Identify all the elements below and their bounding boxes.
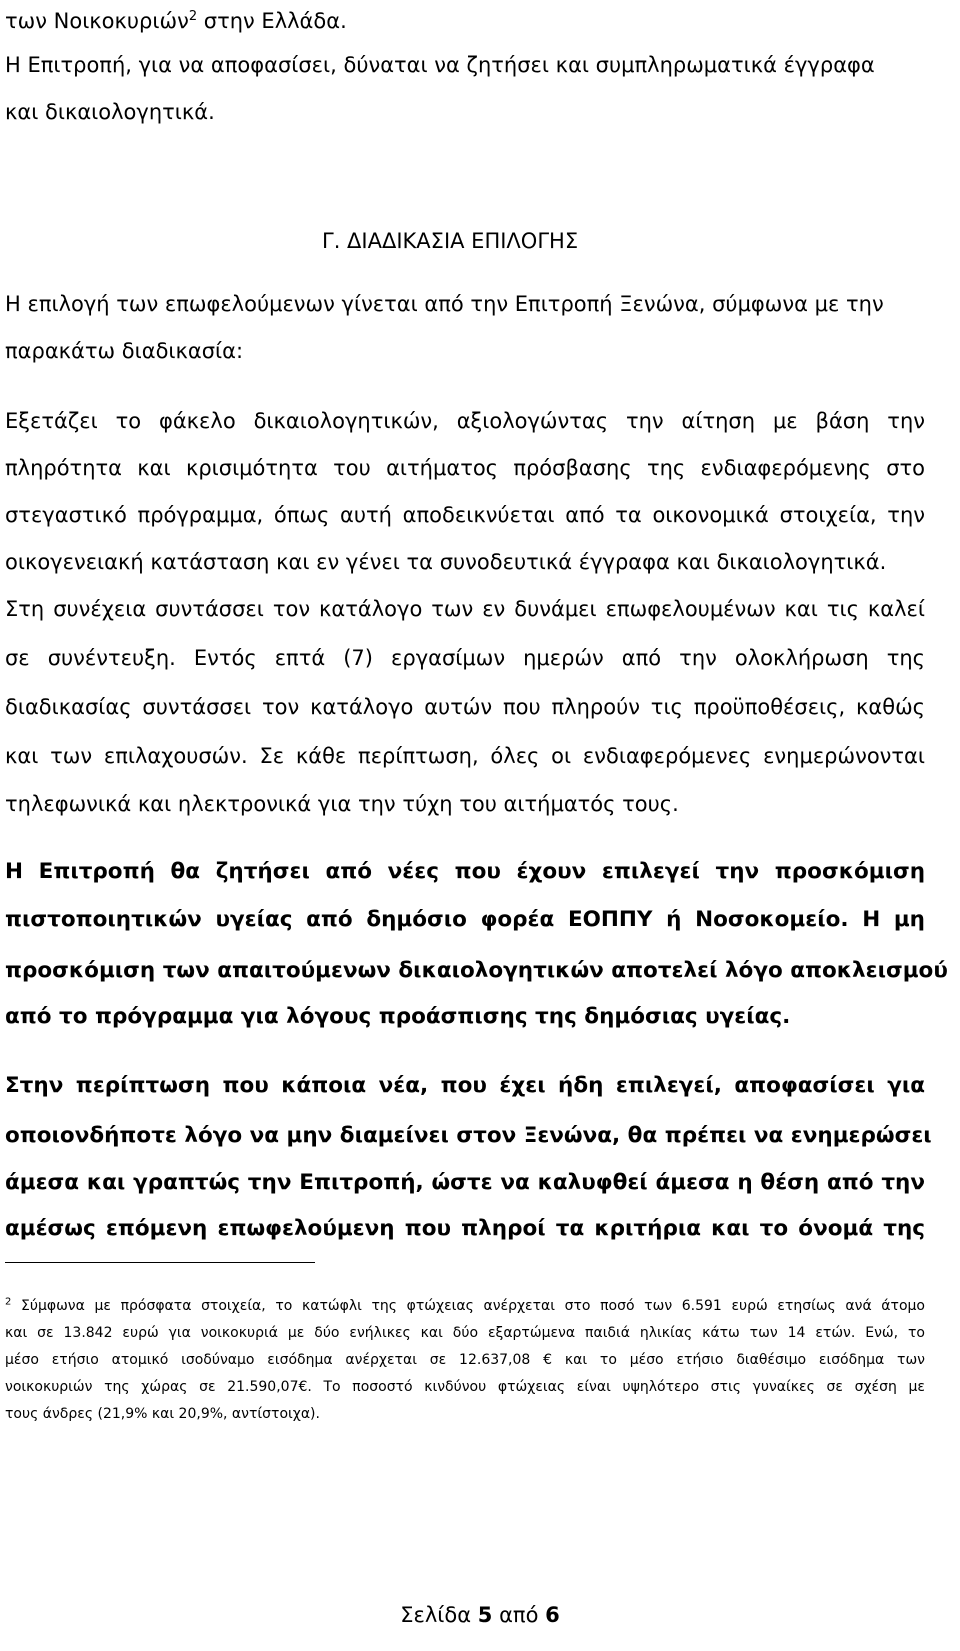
section-heading: Γ. ΔΙΑΔΙΚΑΣΙΑ ΕΠΙΛΟΓΗΣ [322,229,579,253]
footnote-line: και σε 13.842 ευρώ για νοικοκυριά με δύο ενήλικες και δύο εξαρτώμενα παιδιά ηλικίας κάτω των 14 ετών. Ενώ, το [5,1325,925,1341]
text-line: παρακάτω διαδικασία: [5,339,244,363]
text-line: διαδικασίας συντάσσει τον κατάλογο αυτών που πληρούν τις προϋποθέσεις, καθώς [5,695,925,719]
text-line: στεγαστικό πρόγραμμα, όπως αυτή αποδεικνύεται από τα οικονομικά στοιχεία, την [5,503,925,527]
total-pages-number: 6 [545,1603,560,1627]
footnote-separator [5,1262,315,1263]
footnote-line: νοικοκυριών της χώρας σε 21.590,07€. Το ποσοστό κινδύνου φτώχειας είναι υψηλότερο στις γυναίκες σε σχέση με [5,1379,925,1395]
text-line: τηλεφωνικά και ηλεκτρονικά για την τύχη του αιτήματός τους. [5,792,679,816]
text-line: Στη συνέχεια συντάσσει τον κατάλογο των εν δυνάμει επωφελουμένων και τις καλεί [5,597,925,621]
footnote-reference[interactable]: 2 [188,9,198,24]
text-line: Η επιλογή των επωφελούμενων γίνεται από την Επιτροπή Ξενώνα, σύμφωνα με την [5,292,884,316]
text-fragment: των Νοικοκυριών [5,9,189,33]
bold-text-line: Στην περίπτωση που κάποια νέα, που έχει ήδη επιλεγεί, αποφασίσει για [5,1073,925,1098]
text-line: και των επιλαχουσών. Σε κάθε περίπτωση, όλες οι ενδιαφερόμενες ενημερώνονται [5,744,925,768]
footnote-line: τους άνδρες (21,9% και 20,9%, αντίστοιχα). [5,1406,320,1422]
bold-text-line: από το πρόγραμμα για λόγους προάσπισης της δημόσιας υγείας. [5,1004,791,1029]
footnote-line: μέσο ετήσιο ατομικό ισοδύναμο εισόδημα ανέρχεται σε 12.637,08 € και το μέσο ετήσιο διαθέσιμο εισόδημα των [5,1352,925,1368]
text-line: Εξετάζει το φάκελο δικαιολογητικών, αξιολογώντας την αίτηση με βάση την [5,409,925,433]
text-line [5,6,347,36]
text-line: πληρότητα και κρισιμότητα του αιτήματος πρόσβασης της ενδιαφερόμενης στο [5,456,925,480]
footnote-number: 2 [5,1296,12,1308]
footnote-line [5,1296,925,1316]
bold-text-line: άμεσα και γραπτώς την Επιτροπή, ώστε να καλυφθεί άμεσα η θέση από την [5,1170,925,1195]
text-line: οικογενειακή κατάσταση και εν γένει τα συνοδευτικά έγγραφα και δικαιολογητικά. [5,550,887,574]
page-footer [0,1600,960,1630]
bold-text-line: πιστοποιητικών υγείας από δημόσιο φορέα ΕΟΠΠΥ ή Νοσοκομείο. Η μη [5,907,925,932]
footnote-text: Σύμφωνα με πρόσφατα στοιχεία, το κατώφλι της φτώχειας ανέρχεται στο ποσό των 6.591 ευρώ ετησίως ανά άτομο [11,1298,925,1314]
text-line: σε συνέντευξη. Εντός επτά (7) εργασίμων ημερών από την ολοκλήρωση της [5,646,925,670]
bold-text-line: προσκόμιση των απαιτούμενων δικαιολογητικών αποτελεί λόγο αποκλεισμού [5,958,948,983]
page-of-label: από [499,1603,539,1627]
bold-text-line: οποιονδήποτε λόγο να μην διαμείνει στον Ξενώνα, θα πρέπει να ενημερώσει [5,1123,932,1148]
current-page-number: 5 [477,1603,493,1627]
page-label: Σελίδα [400,1603,472,1627]
bold-text-line: αμέσως επόμενη επωφελούμενη που πληροί τα κριτήρια και το όνομά της [5,1216,925,1241]
text-fragment: στην Ελλάδα. [197,9,347,33]
text-line: Η Επιτροπή, για να αποφασίσει, δύναται να ζητήσει και συμπληρωματικά έγγραφα [5,53,875,77]
text-line: και δικαιολογητικά. [5,100,215,124]
bold-text-line: Η Επιτροπή θα ζητήσει από νέες που έχουν επιλεγεί την προσκόμιση [5,859,925,884]
